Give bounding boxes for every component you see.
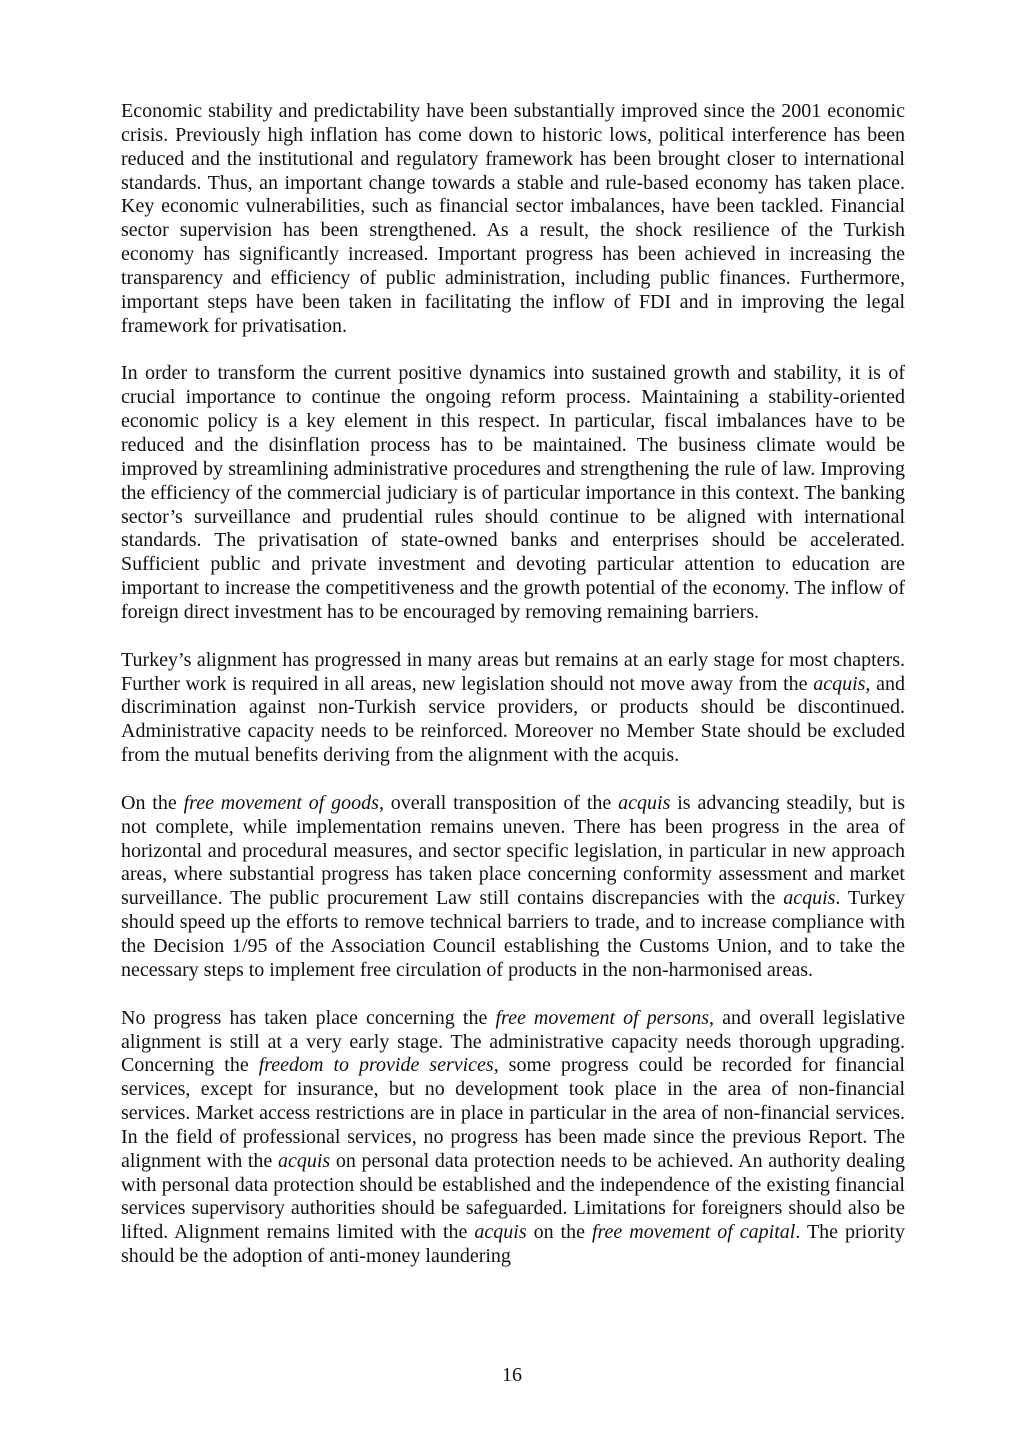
text-run: on personal data protection needs to be achieved. An authority dealing with personal data protection should be established and the independence of the existing financial services supervisory authorities should be safeguarded. Limitations for foreigners should also be lifted. Alignment remains limited with the — [121, 1149, 905, 1244]
italic-term: freedom to provide services — [258, 1054, 494, 1077]
paragraph-alignment — [121, 649, 905, 768]
text-run: . The priority should be the adoption of anti-money laundering — [121, 1221, 906, 1268]
italic-term: free movement of capital — [591, 1221, 796, 1244]
document-page — [121, 100, 905, 1293]
italic-term: acquis — [474, 1221, 527, 1244]
italic-term: acquis — [277, 1149, 331, 1172]
text-run: Economic stability and predictability have been substantially improved since the 2001 economic crisis. Previously high inflation has come down to historic lows, political interference has been reduced and the institutional and regulatory framework has been brought closer to international standards. Thus, an important change towards a stable and rule-based economy has taken place. Key economic vulnerabilities, such as financial sector imbalances, have been tackled. Financial sector supervision has been strengthened. As a result, the shock resilience of the Turkish economy has significantly increased. Important progress has been achieved in increasing the transparency and efficiency of public administration, including public finances. Furthermore, important steps have been taken in facilitating the inflow of FDI and in improving the legal framework for privatisation. — [121, 100, 905, 337]
text-run: No progress has taken place concerning the — [121, 1006, 496, 1029]
italic-term: acquis — [618, 791, 671, 814]
text-run: , and overall legislative alignment is still at a very early stage. The administrative capacity needs thorough upgrading. Concerning the — [121, 1006, 905, 1077]
page-number: 16 — [502, 1364, 522, 1386]
text-run: On the — [121, 791, 184, 814]
text-run: is advancing steadily, but is not complete, while implementation remains uneven. There has been progress in the area of horizontal and procedural measures, and sector specific legislation, in particular in new approach areas, where substantial progress has taken place concerning conformity assessment and market surveillance. The public procurement Law still contains discrepancies with the — [121, 791, 905, 910]
text-run: , overall transposition of the — [378, 791, 619, 814]
paragraph-reform-process — [121, 362, 905, 624]
text-run: . Turkey should speed up the efforts to remove technical barriers to trade, and to increase compliance with the Decision 1/95 of the Association Council establishing the Customs Union, and to take the necessary steps to implement free circulation of products in the non-harmonised areas. — [121, 887, 905, 981]
paragraph-free-movement-goods — [121, 792, 905, 983]
paragraph-economic-stability — [121, 100, 905, 338]
text-run: on the — [526, 1221, 592, 1244]
paragraph-persons-services-capital — [121, 1007, 905, 1269]
italic-term: free movement of goods — [183, 791, 379, 814]
text-run: and discrimination against non-Turkish service providers, or products should be discontinued. Administrative capacity needs to be reinforced. Moreover no Member State should be excluded from the mutual benefits deriving from the alignment with the acquis. — [121, 672, 905, 767]
text-run: In order to transform the current positive dynamics into sustained growth and stability, it is of crucial importance to continue the ongoing reform process. Maintaining a stability-oriented economic policy is a key element in this respect. In particular, fiscal imbalances have to be reduced and the disinflation process has to be maintained. The business climate would be improved by streamlining administrative procedures and strengthening the rule of law. Improving the efficiency of the commercial judiciary is of particular importance in this context. The banking sector’s surveillance and prudential rules should continue to be aligned with international standards. The privatisation of state-owned banks and enterprises should be accelerated. Sufficient public and private investment and devoting particular attention to education are important to increase the competitiveness and the growth potential of the economy. The inflow of foreign direct investment has to be encouraged by removing remaining barriers. — [121, 362, 905, 623]
text-run: Turkey’s alignment has progressed in many areas but remains at an early stage for most chapters. Further work is required in all areas, new legislation should not move away from the — [121, 648, 905, 695]
text-run: , some progress could be recorded for financial services, except for insurance, but no development took place in the area of non-financial services. Market access restrictions are in place in particular in the area of non-financial services. In the field of professional services, no progress has been made since the previous Report. The alignment with the — [121, 1054, 905, 1172]
italic-term: free movement of persons — [495, 1006, 710, 1029]
italic-term: acquis, — [813, 672, 871, 695]
italic-term: acquis — [783, 887, 836, 910]
